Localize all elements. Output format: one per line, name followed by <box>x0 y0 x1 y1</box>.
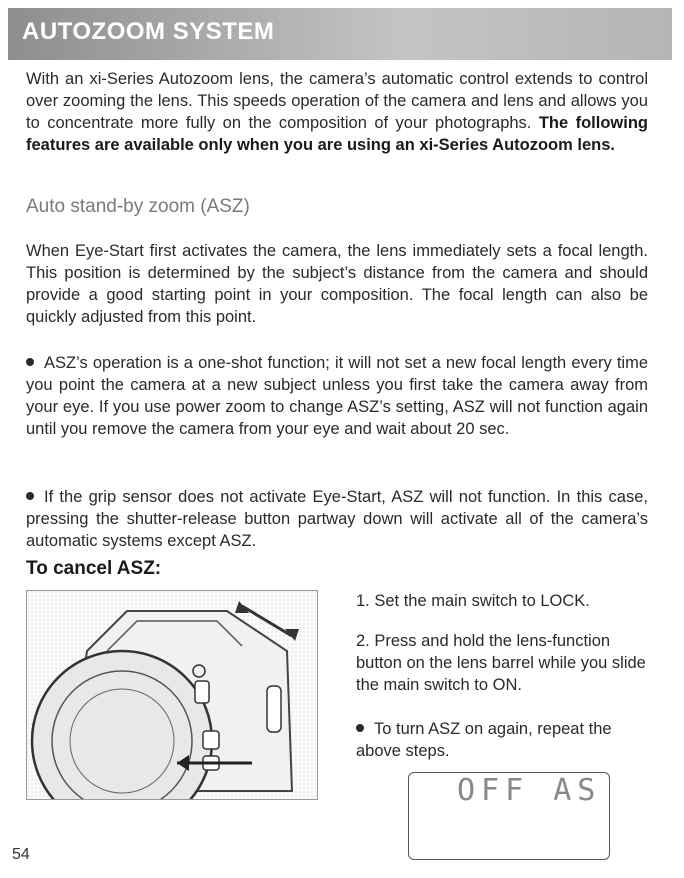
note-2-text: If the grip sensor does not activate Eye-Start, ASZ will not function. In this case, pressing the shutter-release button partway down will activate all of the camera’s automatic systems except ASZ. <box>26 488 648 550</box>
subsection-heading: Auto stand-by zoom (ASZ) <box>26 196 250 217</box>
intro-text: With an xi-Series Autozoom lens, the camera’s automatic control extends to control over zooming the lens. This speeds operation of the camera and lens and allows you to concentrate more fully on the composition of your photographs. <box>26 70 648 132</box>
bullet-icon <box>26 492 34 500</box>
camera-illustration <box>26 590 318 800</box>
camera-drawing <box>27 591 317 799</box>
section-header-bar <box>8 8 672 60</box>
lcd-readout: OFF AS <box>457 773 602 808</box>
bullet-icon <box>356 724 364 732</box>
intro-bold-text: The following features are available only when you are using an xi-Series Autozoom lens. <box>26 114 648 154</box>
body-paragraph: When Eye-Start first activates the camera, the lens immediately sets a focal length. This position is determined by the subject’s distance from the camera and should provide a good starting point in your composition. The focal length can also be quickly adjusted from this point. <box>26 242 648 326</box>
step-note <box>356 718 652 762</box>
step-2: 2. Press and hold the lens-function button on the lens barrel while you slide the main switch to ON. <box>356 632 646 694</box>
page-number: 54 <box>12 846 30 863</box>
note-1-text: ASZ’s operation is a one-shot function; it will not set a new focal length every time you point the camera at a new subject unless you first take the camera away from your eye. If you use power zoom to change ASZ’s setting, ASZ will not function again until you remove the camera from your eye and wait about 20 sec. <box>26 354 648 438</box>
section-title: AUTOZOOM SYSTEM <box>22 18 275 45</box>
step-note-text: To turn ASZ on again, repeat the above steps. <box>356 720 612 760</box>
lcd-display <box>408 772 610 860</box>
bullet-icon <box>26 358 34 366</box>
note-paragraph-2 <box>26 486 648 552</box>
note-paragraph-1 <box>26 352 648 440</box>
cancel-heading: To cancel ASZ: <box>26 558 162 579</box>
intro-paragraph <box>26 68 648 156</box>
step-1: 1. Set the main switch to LOCK. <box>356 592 590 610</box>
